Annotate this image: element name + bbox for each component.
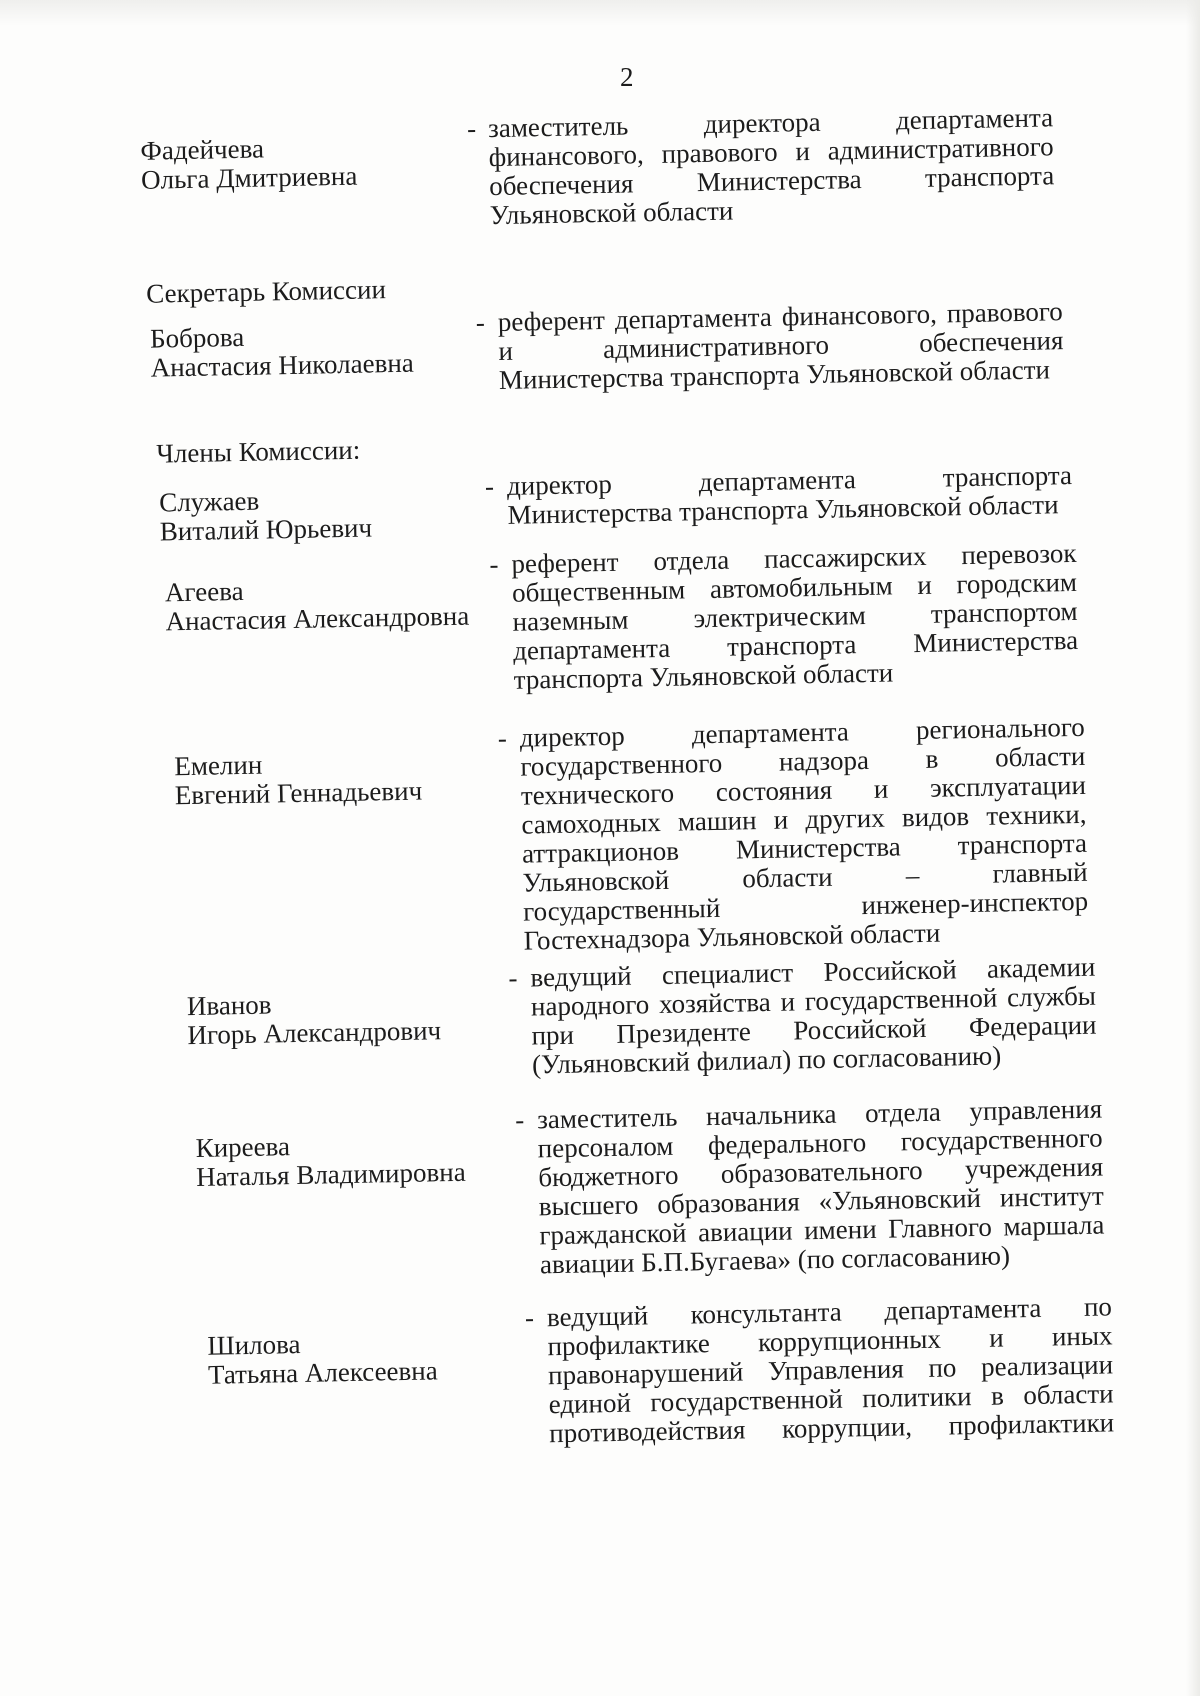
member-role: директор департамента транспорта Министерства транспорта Ульяновской области — [506, 460, 1073, 530]
member-name — [174, 746, 515, 811]
member-name — [165, 572, 506, 637]
list-dash: - — [489, 549, 499, 580]
secretary-heading: Секретарь Комиссии — [145, 274, 387, 309]
member-name — [207, 1325, 548, 1390]
members-heading: Члены Комиссии: — [156, 434, 361, 469]
list-dash: - — [475, 307, 486, 338]
member-given-names: Анастасия Николаевна — [150, 347, 415, 383]
member-name — [187, 986, 528, 1051]
member-role: референт отдела пассажирских перевозок общественным автомобильным и городским наземным электрическим транспортом департамента транспорта Министерства транспорта Ульяновской области — [511, 537, 1079, 695]
member-role: директор департамента регионального государственного надзора в области технического состояния и эксплуатации самоходных машин и других видов техники, аттракционов Министерства транспорта Ульяновской области – главный государственный инженер-инспектор Гостехнадзора Ульяновской области — [519, 711, 1089, 956]
member-entry — [19, 1092, 1200, 1280]
member-entry — [12, 710, 1200, 956]
member-given-names: Виталий Юрьевич — [159, 512, 373, 547]
member-given-names: Наталья Владимировна — [195, 1156, 466, 1192]
member-surname: Киреева — [195, 1131, 291, 1163]
member-role: референт департамента финансового, правового и административного обеспечения Министерства транспорта Ульяновской области — [497, 296, 1064, 395]
member-given-names: Анастасия Александровна — [165, 600, 470, 637]
member-surname: Емелин — [174, 749, 263, 782]
member-entry — [23, 1290, 1200, 1449]
member-role: ведущий консультанта департамента по профилактике коррупционных и иных правонарушений Управления по реализации единой государственной политики в области противодействия коррупции, профилактики — [546, 1291, 1115, 1449]
member-role: ведущий специалист Российской академии народного хозяйства и государственной службы при Президенте Российской Федерации (Ульяновский филиал) по согласованию) — [530, 951, 1097, 1080]
member-surname: Иванов — [186, 989, 272, 1022]
member-given-names: Ольга Дмитриевна — [140, 160, 358, 195]
member-given-names: Татьяна Алексеевна — [207, 1355, 438, 1390]
list-dash: - — [484, 471, 495, 502]
member-name — [159, 482, 500, 547]
member-role: заместитель директора департамента финансового, правового и административного обеспечения Министерства транспорта Ульяновской области — [487, 102, 1055, 231]
list-dash: - — [508, 962, 518, 993]
member-surname: Служаев — [158, 485, 260, 518]
member-given-names: Евгений Геннадьевич — [174, 775, 423, 811]
list-dash: - — [514, 1104, 525, 1135]
page-number: 2 — [620, 62, 634, 92]
member-entry — [0, 100, 1200, 231]
member-surname: Боброва — [149, 321, 245, 354]
list-dash: - — [497, 722, 508, 754]
member-surname: Шилова — [207, 1328, 301, 1361]
member-surname: Агеева — [164, 575, 244, 608]
member-name — [195, 1127, 536, 1192]
member-name — [150, 318, 491, 383]
member-given-names: Игорь Александрович — [187, 1015, 442, 1051]
list-dash: - — [466, 113, 477, 144]
member-name — [140, 130, 481, 195]
member-surname: Фадейчева — [140, 133, 265, 166]
member-role: заместитель начальника отдела управления персоналом федерального государственного бюджетного образовательного учреждения высшего образования «Ульяновский институт гражданской авиации имени Главного маршала авиации Б.П.Бугаева» (по согласованию) — [536, 1093, 1105, 1280]
list-dash: - — [524, 1302, 535, 1333]
